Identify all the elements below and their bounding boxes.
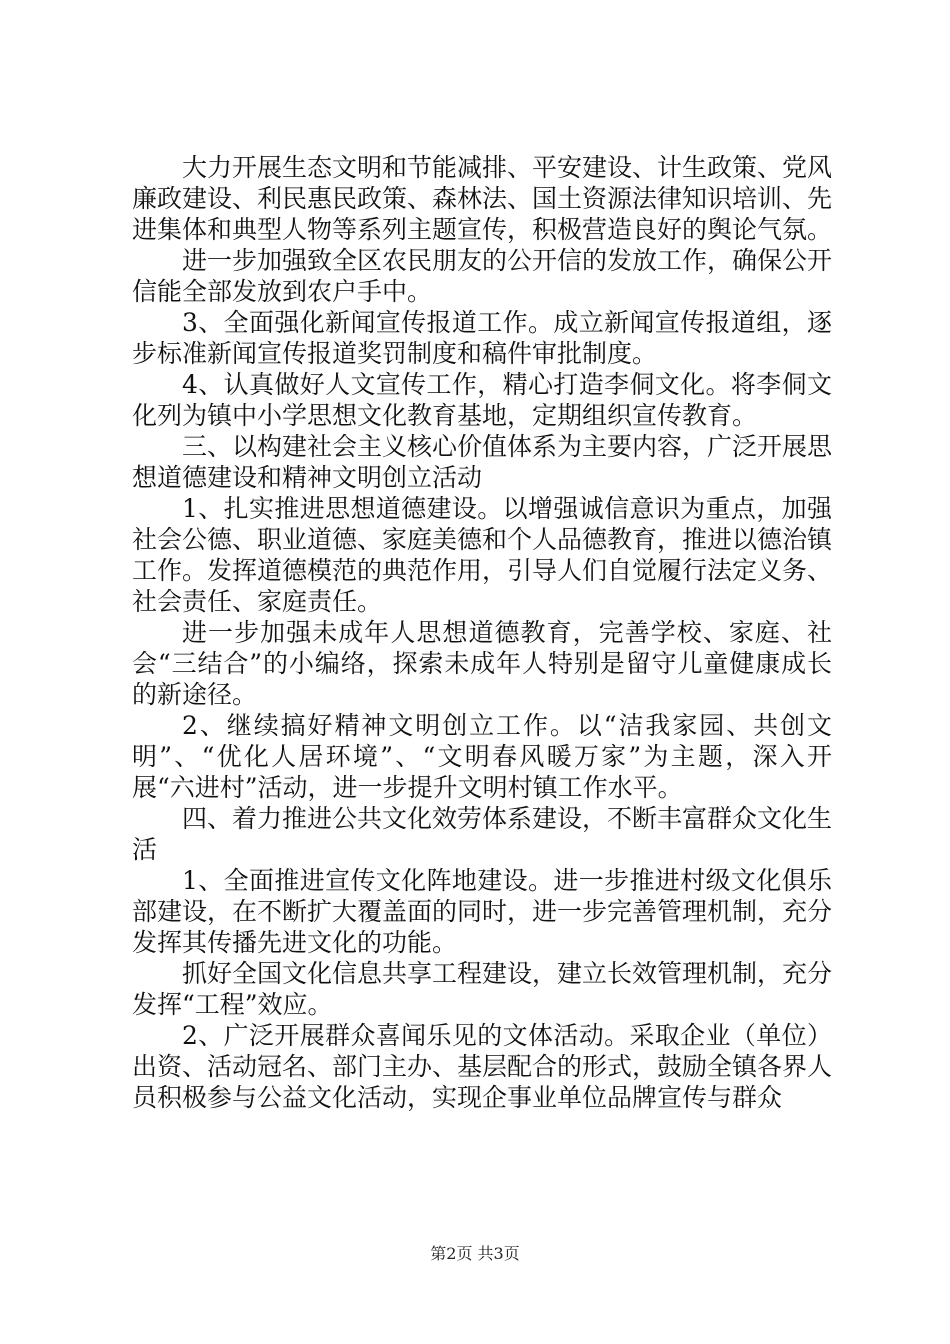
paragraph: 2、广泛开展群众喜闻乐见的文体活动。采取企业（单位）出资、活动冠名、部门主办、基层配合的形式，鼓励全镇各界人员积极参与公益文化活动，实现企事业单位品牌宣传与群众 (132, 1021, 833, 1112)
paragraph: 进一步加强致全区农民朋友的公开信的发放工作，确保公开信能全部发放到农户手中。 (132, 246, 833, 306)
paragraph: 大力开展生态文明和节能减排、平安建设、计生政策、党风廉政建设、利民惠民政策、森林法、国土资源法律知识培训、先进集体和典型人物等系列主题宣传，积极营造良好的舆论气氛。 (132, 153, 833, 244)
paragraph: 进一步加强未成年人思想道德教育，完善学校、家庭、社会“三结合”的小编络，探索未成年人特别是留守儿童健康成长的新途径。 (132, 618, 832, 709)
paragraph: 4、认真做好人文宣传工作，精心打造李侗文化。将李侗文化列为镇中小学思想文化教育基地，定期组织宣传教育。 (132, 370, 832, 430)
section-heading: 四、着力推进公共文化效劳体系建设，不断丰富群众文化生活 (132, 804, 833, 864)
paragraph: 1、全面推进宣传文化阵地建设。进一步推进村级文化俱乐部建设，在不断扩大覆盖面的同时，进一步完善管理机制，充分发挥其传播先进文化的功能。 (132, 866, 833, 957)
paragraph: 2、继续搞好精神文明创立工作。以“洁我家园、共创文明”、“优化人居环境”、“文明春风暖万家”为主题，深入开展“六进村”活动，进一步提升文明村镇工作水平。 (132, 711, 832, 802)
section-heading: 三、以构建社会主义核心价值体系为主要内容，广泛开展思想道德建设和精神文明创立活动 (132, 432, 833, 492)
document-body (132, 152, 832, 1113)
paragraph: 1、扎实推进思想道德建设。以增强诚信意识为重点，加强社会公德、职业道德、家庭美德和个人品德教育，推进以德治镇工作。发挥道德模范的典范作用，引导人们自觉履行法定义务、社会责任、家庭责任。 (132, 494, 833, 616)
page-number-footer: 第2页 共3页 (430, 1244, 520, 1263)
paragraph: 抓好全国文化信息共享工程建设，建立长效管理机制，充分发挥“工程”效应。 (132, 959, 833, 1019)
paragraph: 3、全面强化新闻宣传报道工作。成立新闻宣传报道组，逐步标准新闻宣传报道奖罚制度和稿件审批制度。 (132, 308, 832, 368)
